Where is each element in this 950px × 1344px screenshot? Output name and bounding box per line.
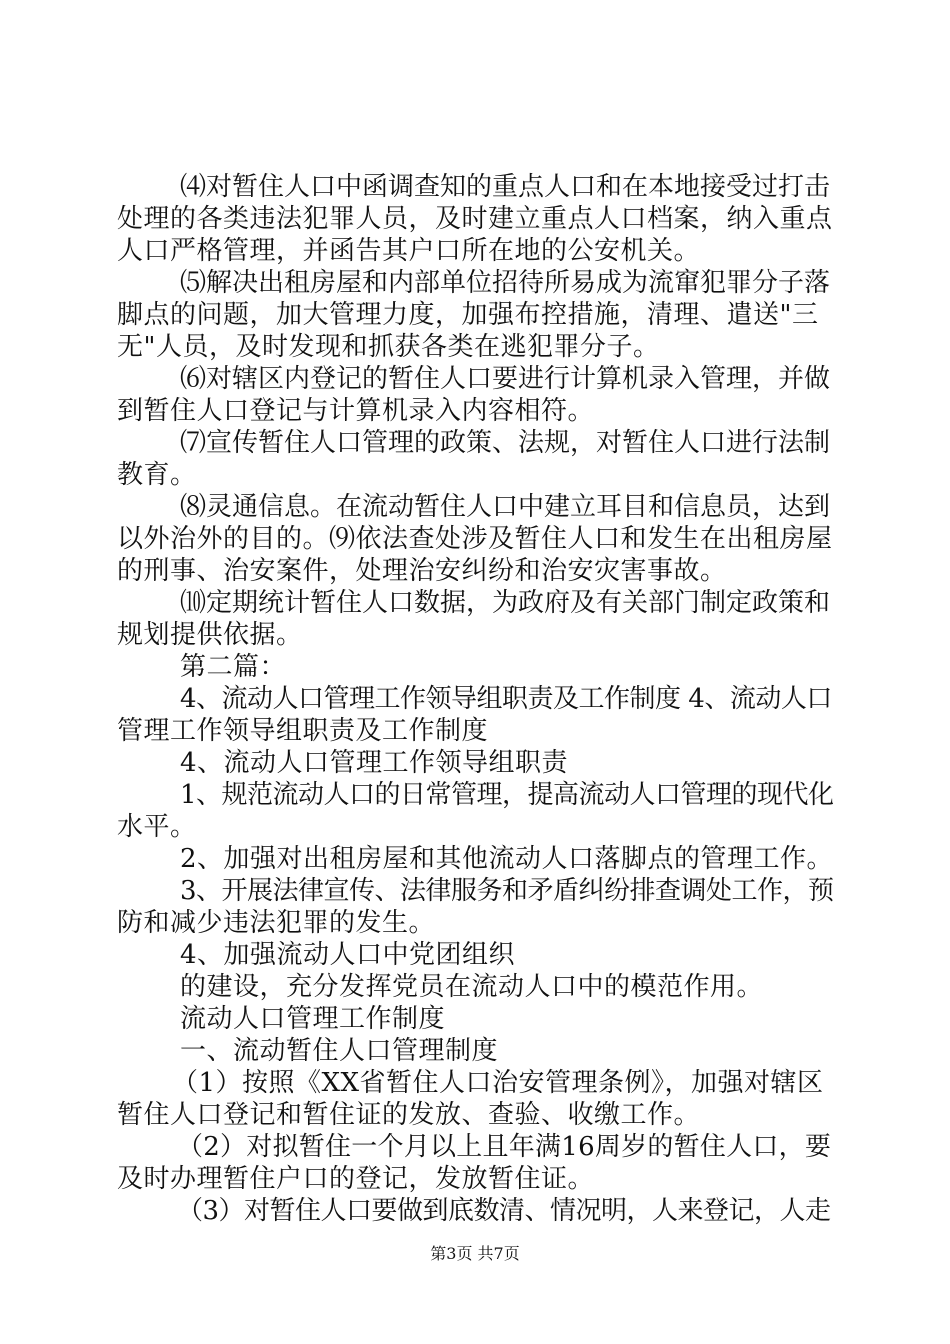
text-line: ⑸解决出租房屋和内部单位招待所易成为流窜犯罪分子落 xyxy=(180,268,831,298)
text-line: 水平。 xyxy=(117,812,197,842)
text-line: 人口严格管理，并函告其户口所在地的公安机关。 xyxy=(117,236,701,266)
text-line: 4、流动人口管理工作领导组职责及工作制度 4、流动人口 xyxy=(180,684,832,714)
text-line: 防和减少违法犯罪的发生。 xyxy=(117,908,436,938)
text-line: 流动人口管理工作制度 xyxy=(180,1004,446,1034)
text-line: 4、流动人口管理工作领导组职责 xyxy=(180,748,569,778)
text-line: 到暂住人口登记与计算机录入内容相符。 xyxy=(117,396,595,426)
text-line: （1）按照《XX省暂住人口治安管理条例》，加强对辖区 xyxy=(172,1068,824,1098)
text-line: 暂住人口登记和暂住证的发放、查验、收缴工作。 xyxy=(117,1100,701,1130)
text-line: 规划提供依据。 xyxy=(117,620,303,650)
text-line: ⑻灵通信息。在流动暂住人口中建立耳目和信息员，达到 xyxy=(180,492,831,522)
text-line: 4、加强流动人口中党团组织 xyxy=(180,940,516,970)
text-line: 2、加强对出租房屋和其他流动人口落脚点的管理工作。 xyxy=(180,844,834,874)
text-line: ⑺宣传暂住人口管理的政策、法规，对暂住人口进行法制 xyxy=(180,428,831,458)
text-line: （2）对拟暂住一个月以上且年满16周岁的暂住人口，要 xyxy=(177,1132,832,1162)
text-line: 的刑事、治安案件，处理治安纠纷和治安灾害事故。 xyxy=(117,556,727,586)
text-line: 处理的各类违法犯罪人员，及时建立重点人口档案，纳入重点 xyxy=(117,204,833,234)
text-line: ⑽定期统计暂住人口数据，为政府及有关部门制定政策和 xyxy=(180,588,831,618)
text-line: 无"人员，及时发现和抓获各类在逃犯罪分子。 xyxy=(117,332,660,362)
text-line: 一、流动暂住人口管理制度 xyxy=(180,1036,499,1066)
text-line: ⑷对暂住人口中函调查知的重点人口和在本地接受过打击 xyxy=(180,172,831,202)
text-line: ⑹对辖区内登记的暂住人口要进行计算机录入管理，并做 xyxy=(180,364,831,394)
text-line: 的建设，充分发挥党员在流动人口中的模范作用。 xyxy=(180,972,764,1002)
text-line: 及时办理暂住户口的登记，发放暂住证。 xyxy=(117,1164,595,1194)
page-footer: 第3页 共7页 xyxy=(430,1244,520,1263)
section-heading: 第二篇： xyxy=(180,652,287,682)
text-line: 以外治外的目的。⑼依法查处涉及暂住人口和发生在出租房屋 xyxy=(117,524,833,554)
text-line: 管理工作领导组职责及工作制度 xyxy=(117,716,489,746)
text-line: 教育。 xyxy=(117,460,197,490)
text-line: 脚点的问题，加大管理力度，加强布控措施，清理、遣送"三 xyxy=(117,300,819,330)
text-line: （3）对暂住人口要做到底数清、情况明，人来登记，人走 xyxy=(177,1196,831,1226)
text-line: 3、开展法律宣传、法律服务和矛盾纠纷排查调处工作，预 xyxy=(180,876,834,906)
text-line: 1、规范流动人口的日常管理，提高流动人口管理的现代化 xyxy=(180,780,834,810)
